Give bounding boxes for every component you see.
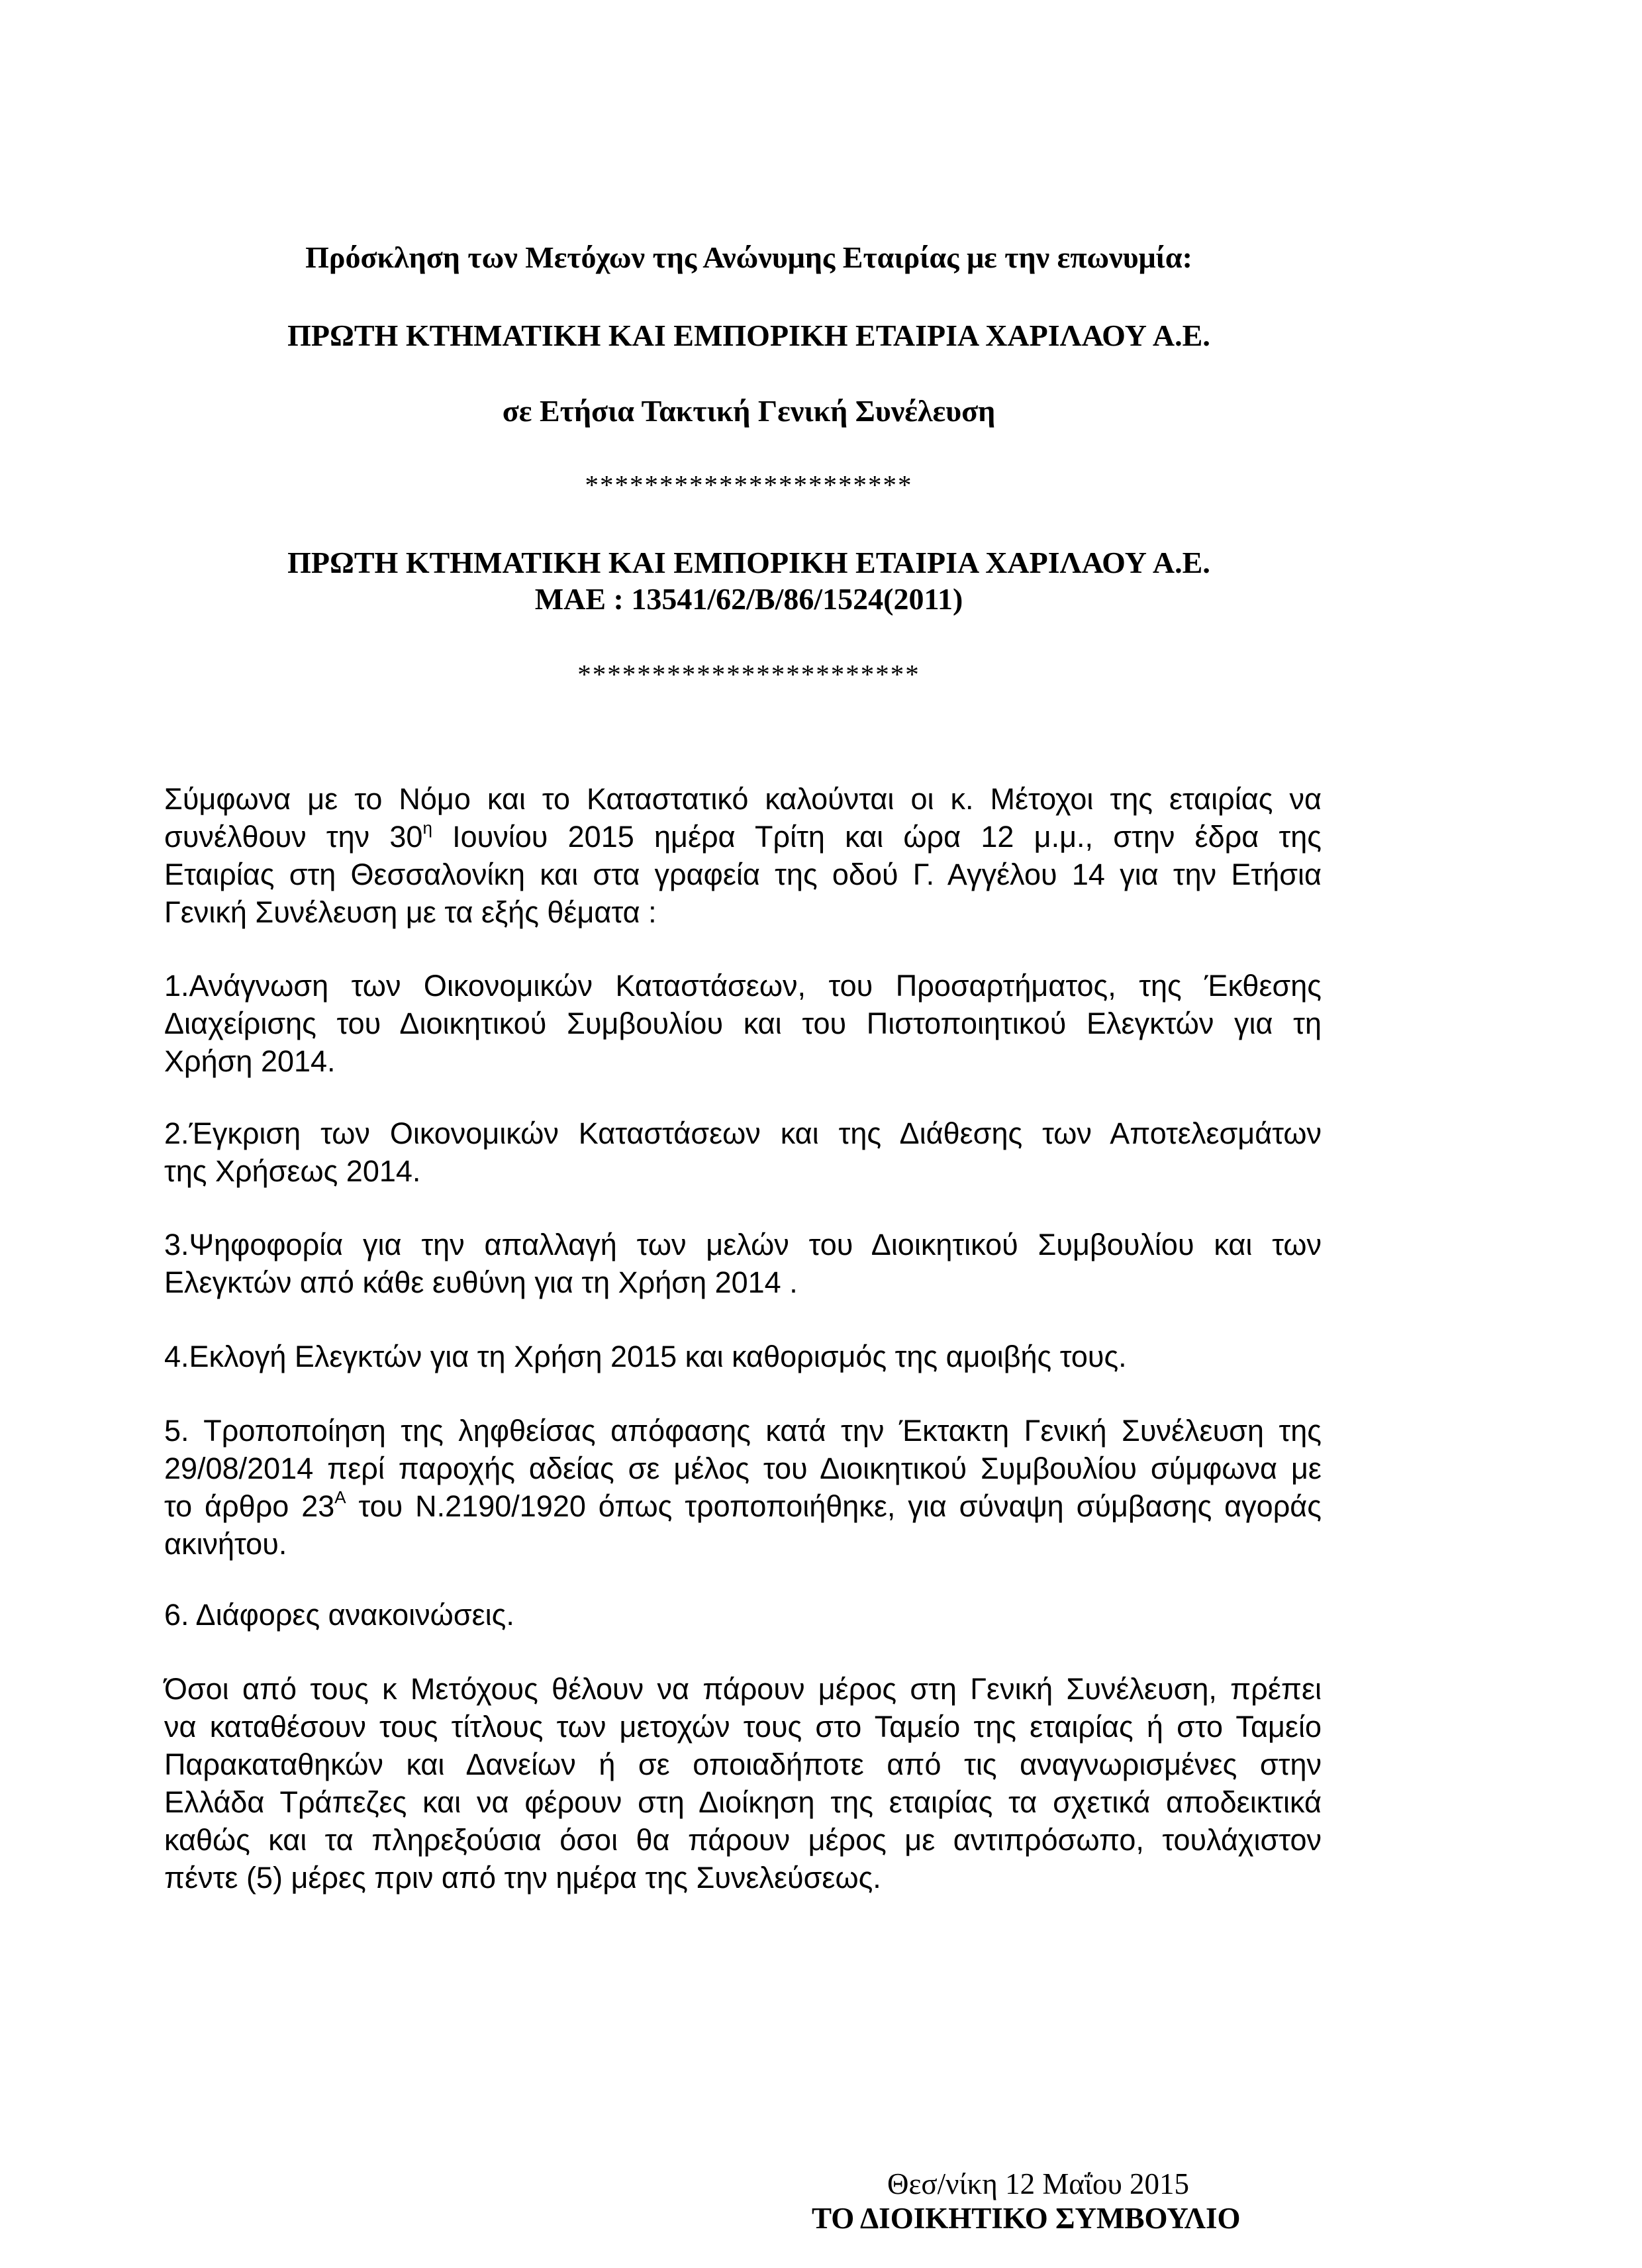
separator-stars-1: ********************** (585, 469, 913, 500)
company-name-heading (0, 318, 1498, 353)
invitation-text: Πρόσκληση των Μετόχων της Ανώνυμης Εταιρίας με την επωνυμία: (305, 240, 1192, 274)
closing-line: να καταθέσουν τους τίτλους των μετοχών τους στο Ταμείο της εταιρίας ή στο Ταμείο (164, 1710, 1322, 1744)
signature-board: ΤΟ ΔΙΟΙΚΗΤΙΚΟ ΣΥΜΒΟΥΛΙΟ (812, 2202, 1241, 2235)
intro-line: συνέλθουν την $30^\eta$ Ιουνίου 2015 ημέρα Τρίτη και ώρα 12 μ.μ., στην έδρα της (164, 818, 1322, 854)
agenda-item-6 (164, 1596, 1322, 1634)
intro-line: Γενική Συνέλευση με τα εξής θέματα : (164, 895, 657, 929)
agenda-item-4 (164, 1338, 1322, 1375)
agenda-item-5 (164, 1412, 1322, 1563)
agenda-line: το άρθρο $23^A$ του Ν.2190/1920 όπως τροποποιήθηκε, για σύναψη σύμβασης αγοράς (164, 1487, 1322, 1523)
agenda-item-3 (164, 1226, 1322, 1301)
agenda-line: 6. Διάφορες ανακοινώσεις. (164, 1598, 514, 1632)
closing-line: Όσοι από τους κ Μετόχους θέλουν να πάρουν μέρος στη Γενική Συνέλευση, πρέπει (164, 1672, 1322, 1706)
closing-paragraph (164, 1670, 1322, 1897)
meeting-type-text: σε Ετήσια Τακτική Γενική Συνέλευση (502, 394, 996, 428)
agenda-line: 2.Έγκριση των Οικονομικών Καταστάσεων και της Διάθεσης των Αποτελεσμάτων (164, 1116, 1322, 1150)
closing-line: πέντε (5) μέρες πριν από την ημέρα της Συνελεύσεως. (164, 1861, 881, 1895)
agenda-line: 1.Ανάγνωση των Οικονομικών Καταστάσεων, του Προσαρτήματος, της Έκθεσης (164, 969, 1322, 1003)
agenda-line: Χρήση 2014. (164, 1044, 336, 1078)
agenda-line: της Χρήσεως 2014. (164, 1154, 421, 1188)
intro-line: Εταιρίας στη Θεσσαλονίκη και στα γραφεία της οδού Γ. Αγγέλου 14 για την Ετήσια (164, 858, 1322, 891)
invitation-heading (0, 240, 1498, 275)
closing-line: Ελλάδα Τράπεζες και να φέρουν στη Διοίκηση της εταιρίας τα σχετικά αποδεικτικά (164, 1785, 1322, 1819)
company-name-text: ΠΡΩΤΗ ΚΤΗΜΑΤΙΚΗ ΚΑΙ ΕΜΠΟΡΙΚΗ ΕΤΑΙΡΙΑ ΧΑΡΙΛΑΟΥ Α.Ε. (287, 319, 1210, 352)
closing-line: Παρακαταθηκών και Δανείων ή σε οποιαδήποτε από τις αναγνωρισμένες στην (164, 1748, 1322, 1781)
meeting-type-heading (0, 393, 1498, 428)
agenda-line: 5. Τροποποίηση της ληφθείσας απόφασης κατά την Έκτακτη Γενική Συνέλευση της (164, 1414, 1322, 1448)
company-name-heading-2 (0, 545, 1498, 580)
closing-line: καθώς και τα πληρεξούσια όσοι θα πάρουν μέρος με αντιπρόσωπο, τουλάχιστον (164, 1823, 1322, 1857)
agenda-line: Διαχείρισης του Διοικητικού Συμβουλίου και του Πιστοποιητικού Ελεγκτών για τη (164, 1007, 1322, 1040)
company-name-text-2: ΠΡΩΤΗ ΚΤΗΜΑΤΙΚΗ ΚΑΙ ΕΜΠΟΡΙΚΗ ΕΤΑΙΡΙΑ ΧΑΡΙΛΑΟΥ Α.Ε. (287, 546, 1210, 579)
agenda-line: 4.Εκλογή Ελεγκτών για τη Χρήση 2015 και καθορισμός της αμοιβής τους. (164, 1340, 1127, 1373)
agenda-item-2 (164, 1114, 1322, 1190)
agenda-line: ακινήτου. (164, 1527, 287, 1561)
agenda-line: Ελεγκτών από κάθε ευθύνη για τη Χρήση 2014 . (164, 1265, 798, 1299)
agenda-line: 3.Ψηφοφορία για την απαλλαγή των μελών του Διοικητικού Συμβουλίου και των (164, 1228, 1322, 1261)
agenda-item-1 (164, 967, 1322, 1080)
intro-paragraph (164, 780, 1322, 931)
registry-number: ΜΑΕ : 13541/62/Β/86/1524(2011) (534, 582, 963, 616)
separator-stars-2: *********************** (577, 659, 920, 689)
intro-line: Σύμφωνα με το Νόμο και το Καταστατικό καλούνται οι κ. Μέτοχοι της εταιρίας να (164, 782, 1322, 816)
agenda-line: 29/08/2014 περί παροχής αδείας σε μέλος του Διοικητικού Συμβουλίου σύμφωνα με (164, 1452, 1322, 1485)
signature-date: Θεσ/νίκη 12 Μαΐου 2015 (887, 2167, 1190, 2200)
